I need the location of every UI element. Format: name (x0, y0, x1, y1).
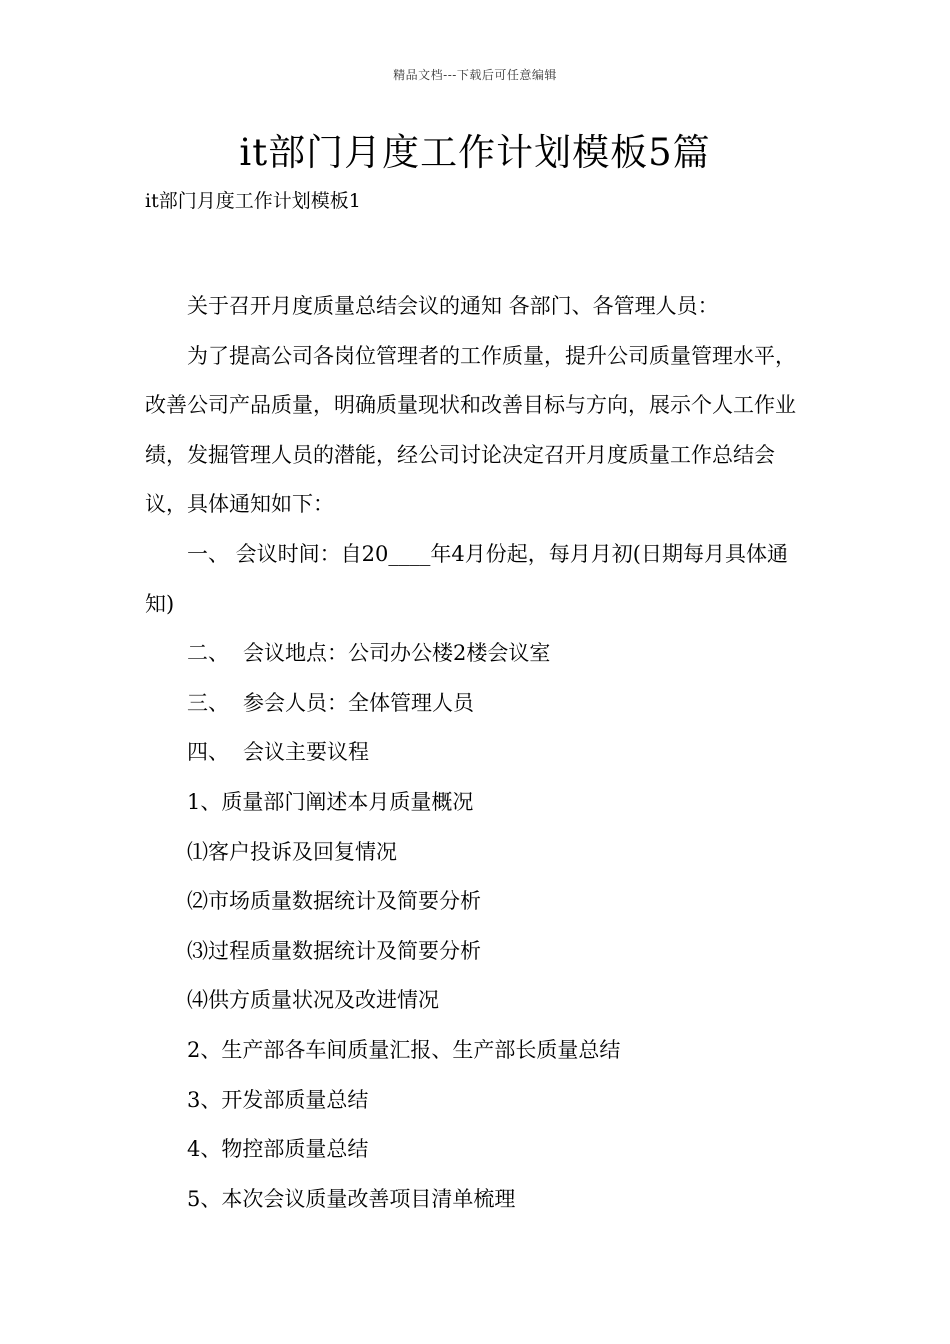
agenda-item: 4、物控部质量总结 (187, 1137, 369, 1162)
agenda-item: 5、本次会议质量改善项目清单梳理 (187, 1186, 516, 1211)
section-item (145, 728, 809, 778)
section-number: 二、 (187, 641, 229, 666)
agenda-item: 1、质量部门阐述本月质量概况 (187, 789, 474, 814)
section-number: 三、 (187, 690, 229, 715)
section-number: 四、 (187, 740, 229, 765)
section-text: 会议地点：公司办公楼2楼会议室 (243, 641, 551, 666)
section-text: 参会人员：全体管理人员 (243, 690, 474, 715)
section-item (145, 530, 809, 629)
agenda-item: ⑷供方质量状况及改进情况 (187, 988, 439, 1013)
document-title: it部门月度工作计划模板5篇 (239, 131, 711, 174)
section-item (145, 679, 809, 729)
agenda-item: ⑴客户投诉及回复情况 (187, 839, 397, 864)
agenda-item: 2、生产部各车间质量汇报、生产部长质量总结 (187, 1037, 621, 1062)
document-body (145, 282, 809, 1224)
section-text: 会议主要议程 (243, 740, 369, 765)
agenda-item: ⑶过程质量数据统计及简要分析 (187, 938, 481, 963)
section-number: 一、 (187, 541, 229, 566)
page-header-note: 精品文档---下载后可任意编辑 (393, 68, 557, 82)
document-subtitle: it部门月度工作计划模板1 (145, 190, 361, 212)
notice-heading: 关于召开月度质量总结会议的通知 各部门、各管理人员： (187, 294, 719, 318)
agenda-item: 3、开发部质量总结 (187, 1087, 369, 1112)
section-item (145, 629, 809, 679)
section-text: 会议时间：自20____年4月份起，每月月初(日期每月具体通知) (145, 541, 788, 616)
agenda-item: ⑵市场质量数据统计及简要分析 (187, 889, 481, 914)
intro-paragraph: 为了提高公司各岗位管理者的工作质量，提升公司质量管理水平，改善公司产品质量，明确质量现状和改善目标与方向，展示个人工作业绩，发掘管理人员的潜能，经公司讨论决定召开月度质量工作总结会议，具体通知如下： (145, 343, 796, 517)
